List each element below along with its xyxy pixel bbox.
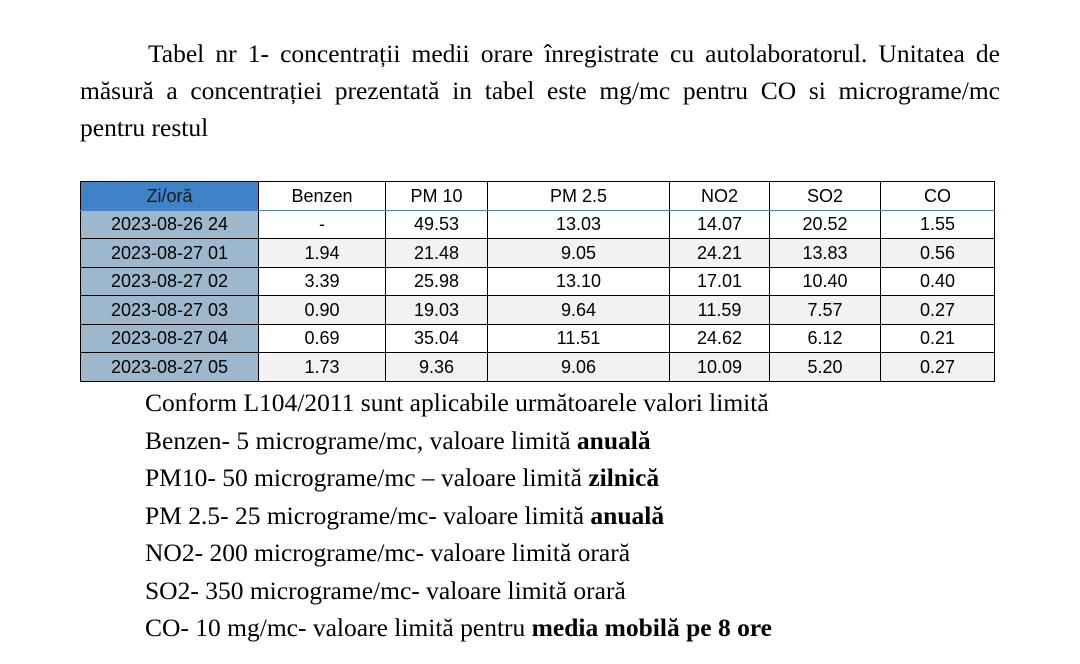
limit-bold: media mobilă pe 8 ore xyxy=(531,613,773,642)
cell-benzen: 0.69 xyxy=(259,324,386,353)
cell-so2: 13.83 xyxy=(770,239,881,268)
header-date: Zi/oră xyxy=(81,182,259,211)
header-pm10: PM 10 xyxy=(386,182,488,211)
cell-benzen: 1.73 xyxy=(259,353,386,382)
header-co: CO xyxy=(881,182,995,211)
limit-benzen xyxy=(145,422,772,460)
limit-text: Benzen- 5 micrograme/mc, valoare limită xyxy=(145,425,577,455)
limit-bold: anuală xyxy=(590,500,665,530)
cell-pm10: 25.98 xyxy=(386,267,488,296)
table-row xyxy=(81,210,995,239)
header-pm25: PM 2.5 xyxy=(488,182,670,211)
intro-paragraph: Tabel nr 1- concentrații medii orare înregistrate cu autolaboratorul. Unitatea de măsură a concentrației prezentată in tabel este mg/mc pentru CO si micrograme/mc pentru restul xyxy=(80,39,1000,142)
cell-pm25: 11.51 xyxy=(488,324,670,353)
cell-so2: 5.20 xyxy=(770,353,881,382)
limit-text: NO2- 200 micrograme/mc- valoare limită orară xyxy=(145,538,631,567)
table-row xyxy=(81,353,995,382)
cell-date: 2023-08-27 02 xyxy=(81,267,259,296)
limit-bold: anuală xyxy=(576,425,651,455)
cell-so2: 10.40 xyxy=(770,267,881,296)
cell-co: 0.21 xyxy=(881,324,995,353)
concentrations-table-wrap xyxy=(80,181,995,382)
table-row xyxy=(81,296,995,325)
cell-no2: 11.59 xyxy=(670,296,770,325)
cell-pm25: 9.05 xyxy=(488,239,670,268)
cell-no2: 10.09 xyxy=(670,353,770,382)
cell-benzen: - xyxy=(259,210,386,239)
table-row xyxy=(81,324,995,353)
cell-pm10: 35.04 xyxy=(386,324,488,353)
cell-pm10: 49.53 xyxy=(386,210,488,239)
limit-text: CO- 10 mg/mc- valoare limită pentru xyxy=(145,613,532,642)
cell-so2: 7.57 xyxy=(770,296,881,325)
cell-benzen: 3.39 xyxy=(259,267,386,296)
limit-pm10 xyxy=(145,459,772,497)
limit-text: PM 2.5- 25 micrograme/mc- valoare limită xyxy=(145,500,591,530)
cell-pm10: 19.03 xyxy=(386,296,488,325)
cell-date: 2023-08-27 03 xyxy=(81,296,259,325)
limit-co xyxy=(145,609,772,647)
cell-pm25: 9.06 xyxy=(488,353,670,382)
cell-benzen: 1.94 xyxy=(259,239,386,268)
cell-pm25: 13.03 xyxy=(488,210,670,239)
cell-benzen: 0.90 xyxy=(259,296,386,325)
header-no2: NO2 xyxy=(670,182,770,211)
limit-no2 xyxy=(145,534,772,572)
header-so2: SO2 xyxy=(770,182,881,211)
limit-bold: zilnică xyxy=(588,463,660,492)
cell-date: 2023-08-26 24 xyxy=(81,210,259,239)
cell-pm10: 9.36 xyxy=(386,353,488,382)
cell-no2: 24.62 xyxy=(670,324,770,353)
cell-co: 0.27 xyxy=(881,353,995,382)
cell-date: 2023-08-27 01 xyxy=(81,239,259,268)
cell-so2: 20.52 xyxy=(770,210,881,239)
cell-no2: 24.21 xyxy=(670,239,770,268)
cell-co: 1.55 xyxy=(881,210,995,239)
limit-so2 xyxy=(145,572,772,610)
cell-date: 2023-08-27 05 xyxy=(81,353,259,382)
cell-no2: 14.07 xyxy=(670,210,770,239)
cell-so2: 6.12 xyxy=(770,324,881,353)
concentrations-table xyxy=(80,181,995,382)
cell-no2: 17.01 xyxy=(670,267,770,296)
table-row xyxy=(81,267,995,296)
limit-pm25 xyxy=(145,497,772,535)
limit-values-section xyxy=(145,384,772,647)
header-benzen: Benzen xyxy=(259,182,386,211)
cell-co: 0.40 xyxy=(881,267,995,296)
cell-co: 0.56 xyxy=(881,239,995,268)
table-header-row xyxy=(81,182,995,211)
limit-text: PM10- 50 micrograme/mc – valoare limită xyxy=(145,463,589,492)
cell-co: 0.27 xyxy=(881,296,995,325)
limits-title: Conform L104/2011 sunt aplicabile următoarele valori limită xyxy=(145,388,769,417)
cell-pm10: 21.48 xyxy=(386,239,488,268)
table-row xyxy=(81,239,995,268)
cell-pm25: 9.64 xyxy=(488,296,670,325)
cell-date: 2023-08-27 04 xyxy=(81,324,259,353)
limit-text: SO2- 350 micrograme/mc- valoare limită orară xyxy=(145,575,626,605)
cell-pm25: 13.10 xyxy=(488,267,670,296)
